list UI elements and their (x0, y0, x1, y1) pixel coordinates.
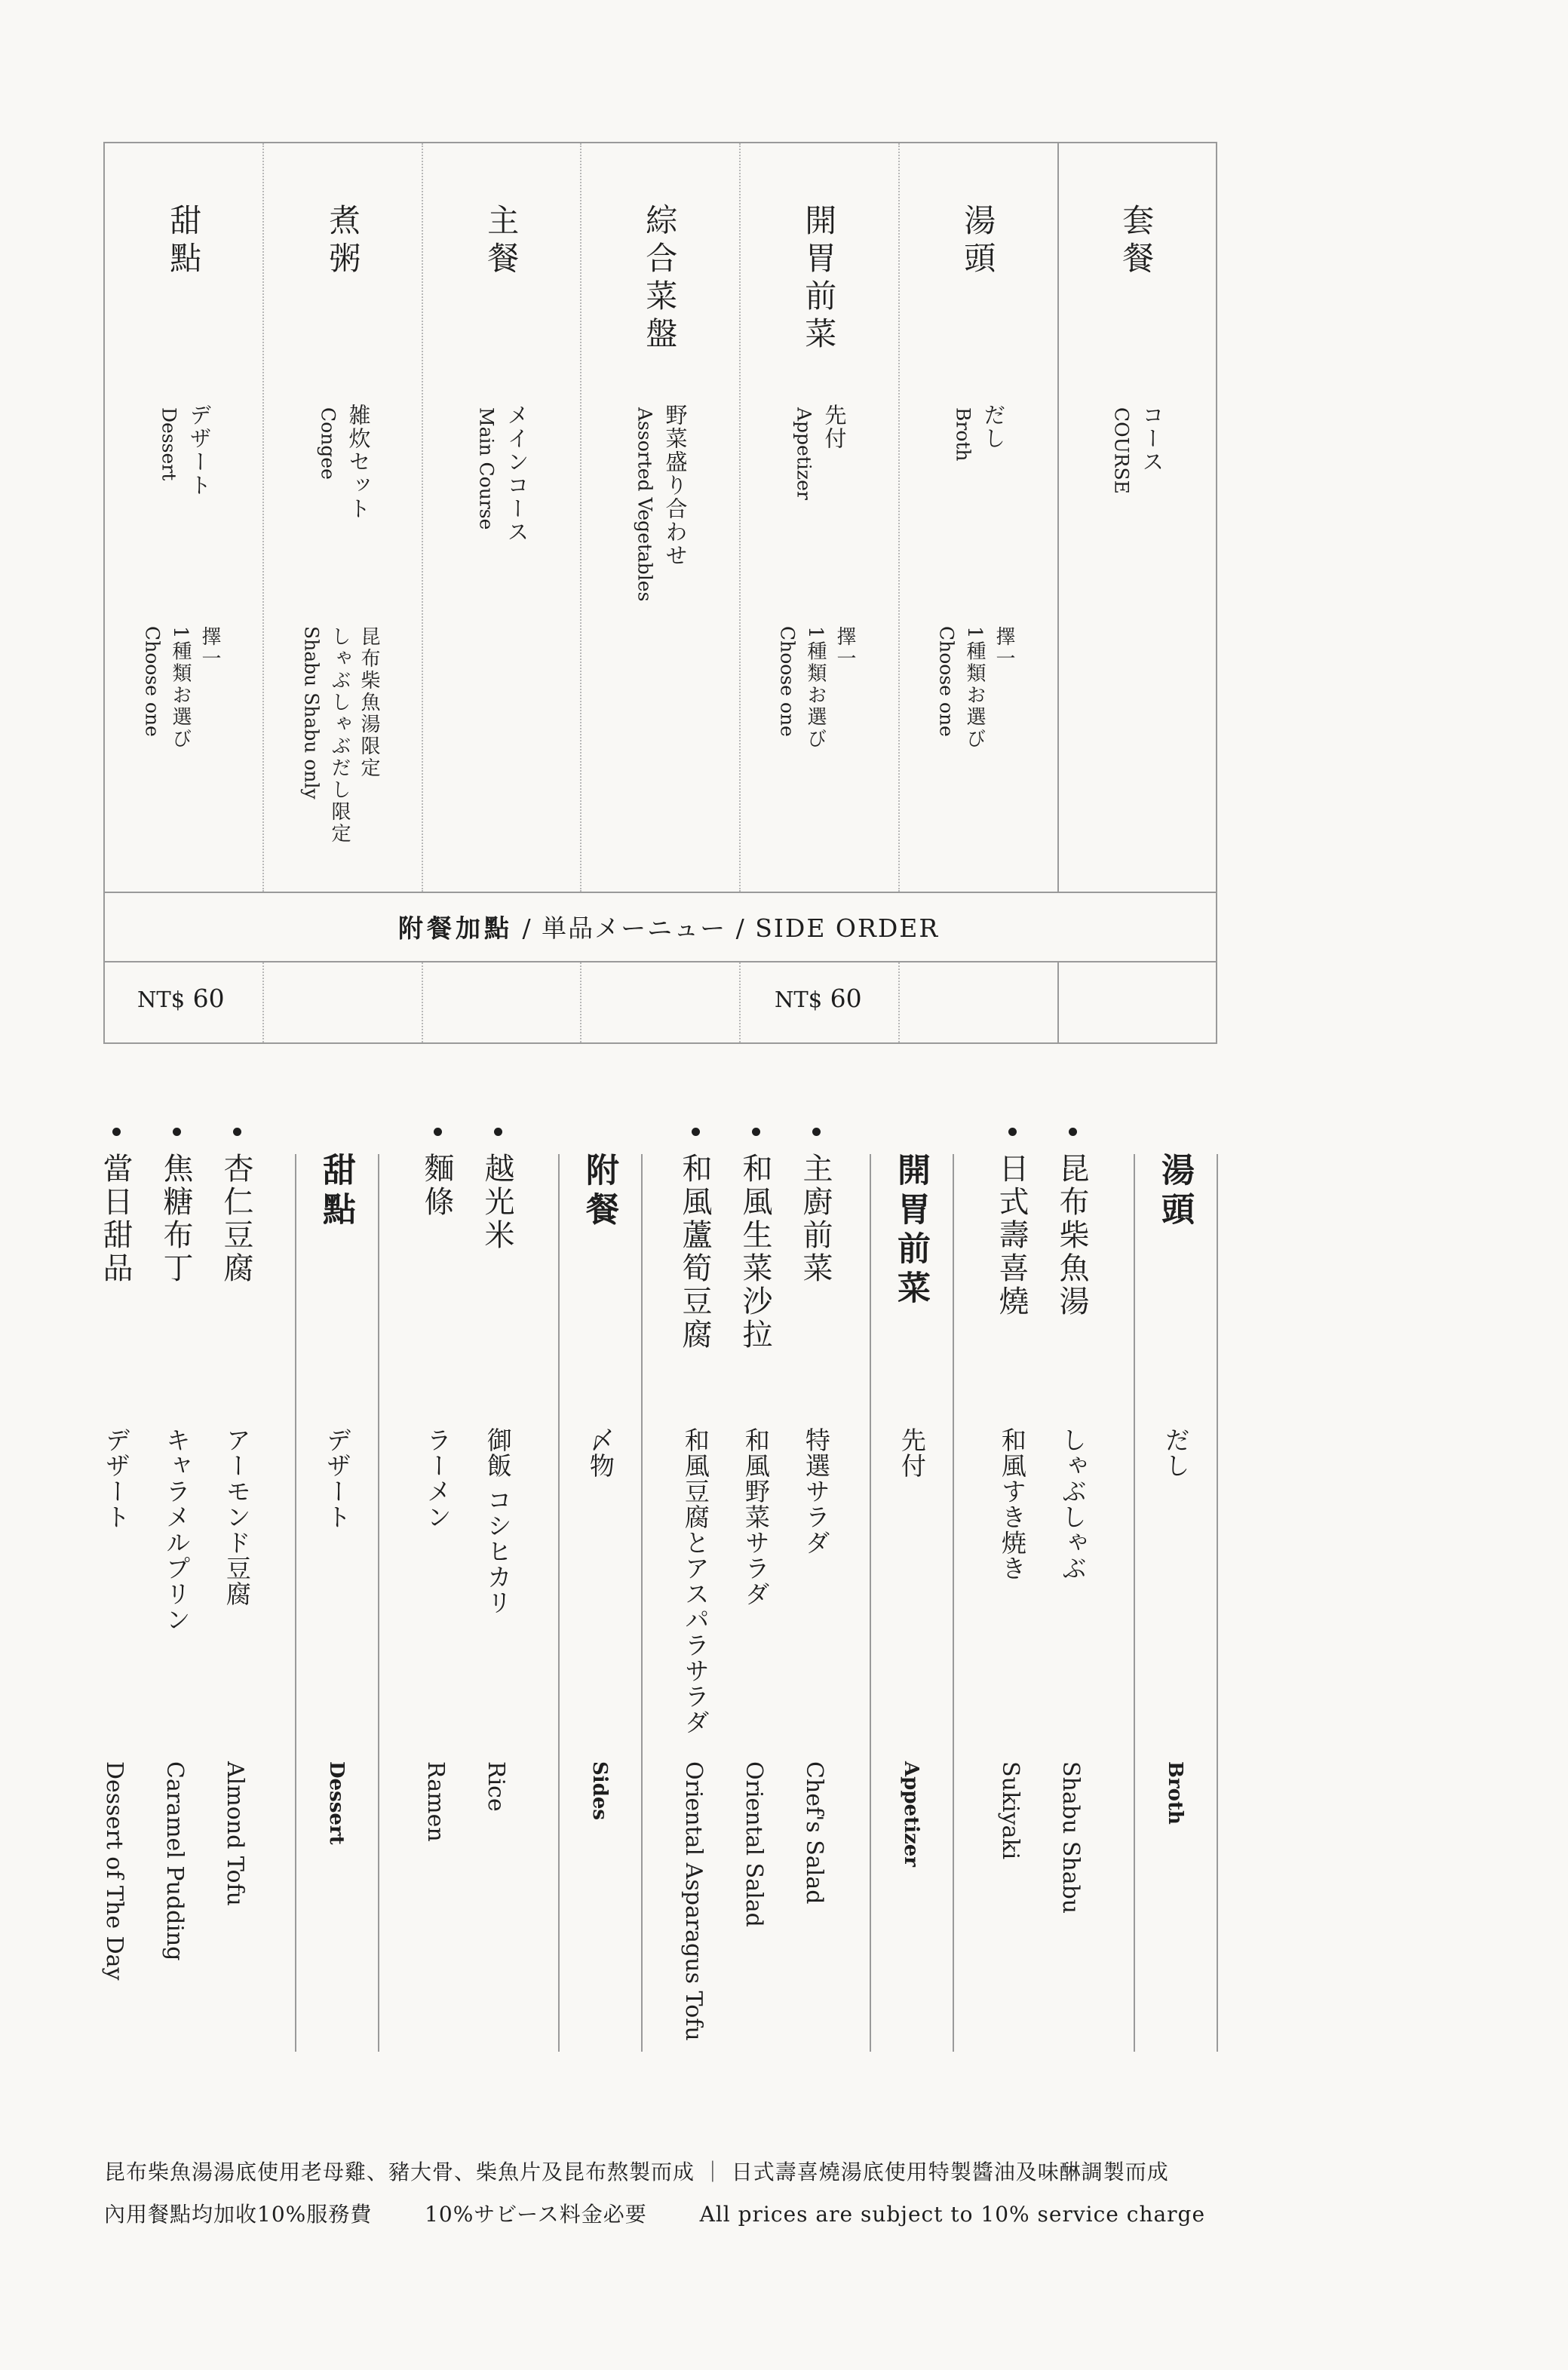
broth-section-header: 湯頭 (1155, 1153, 1194, 1231)
currency-label: NT$ (775, 987, 823, 1012)
course-jp: コース (1139, 404, 1165, 474)
appetizer-title: 開胃前菜 (800, 204, 838, 355)
menu-item-en: Oriental Salad (741, 1761, 767, 1927)
table-divider (103, 892, 1217, 893)
congee-jp: 雑炊セット (345, 404, 372, 520)
appetizer-section-jp: 先付 (897, 1427, 927, 1478)
column-separator (422, 143, 423, 892)
menu-item-jp: アーモンド豆腐 (222, 1427, 252, 1607)
column-separator (739, 143, 741, 892)
bullet (112, 1128, 121, 1136)
broth-jp: だし (980, 404, 1007, 450)
menu-item-en: Sukiyaki (997, 1761, 1023, 1860)
menu-item-en: Shabu Shabu (1057, 1761, 1084, 1914)
main-course-jp: メインコース (504, 404, 530, 544)
menu-divider (1217, 1154, 1218, 2052)
vegetables-title: 綜合菜盤 (641, 204, 679, 355)
menu-item-name: 日式壽喜燒 (994, 1153, 1029, 1319)
menu-divider (1134, 1154, 1135, 2052)
appetizer-jp: 先付 (821, 404, 848, 450)
menu-item-jp: 和風すき焼き (997, 1427, 1027, 1581)
column-separator (580, 962, 581, 1042)
side-order-en: SIDE ORDER (755, 913, 940, 943)
menu-item-jp: 御飯 コシヒカリ (483, 1427, 513, 1616)
menu-item-name: 和風生菜沙拉 (738, 1153, 772, 1352)
service-charge-jp: 10%サビース料金必要 (425, 2202, 647, 2227)
menu-divider (953, 1154, 954, 2052)
menu-item-en: Dessert of The Day (101, 1761, 127, 1981)
menu-item-en: Rice (483, 1761, 509, 1812)
dessert-section-jp: デザート (322, 1427, 352, 1530)
menu-item-jp: しゃぶしゃぶ (1057, 1427, 1088, 1581)
side-order-sep: / (735, 913, 746, 943)
table-left-border (103, 142, 105, 1044)
vegetables-jp: 野菜盛り合わせ (662, 404, 689, 567)
course-title: 套餐 (1118, 204, 1155, 279)
column-separator (898, 143, 900, 892)
menu-item-en: Caramel Pudding (161, 1761, 188, 1961)
bullet (233, 1128, 241, 1136)
menu-divider (641, 1154, 643, 2052)
dessert-section-en: Dessert (324, 1761, 348, 1845)
menu-item-jp: 和風豆腐とアスパラサラダ (680, 1427, 710, 1735)
appetizer-choose-note: 擇一 1種類お選び (804, 626, 856, 751)
sides-section-jp: 〆物 (585, 1427, 615, 1478)
bullet (494, 1128, 502, 1136)
appetizer-section-en: Appetizer (899, 1761, 922, 1867)
menu-item-name: 麵條 (419, 1153, 454, 1219)
table-divider (103, 961, 1217, 962)
sides-section-header: 附餐 (580, 1153, 618, 1231)
menu-item-name: 越光米 (480, 1153, 514, 1252)
dessert-en: Dessert (158, 407, 180, 481)
menu-item-jp: ラーメン (422, 1427, 453, 1530)
menu-item-jp: キャラメルプリン (161, 1427, 192, 1632)
column-separator (580, 143, 581, 892)
column-separator (262, 143, 264, 892)
column-separator (739, 962, 741, 1042)
bullet (812, 1128, 821, 1136)
appetizer-en: Appetizer (793, 407, 815, 500)
table-bottom-border (103, 1042, 1217, 1044)
main-course-en: Main Course (475, 407, 498, 530)
side-order-heading (398, 909, 939, 944)
table-divider (1057, 961, 1059, 1044)
bullet (173, 1128, 181, 1136)
footer-broth-note: 昆布柴魚湯湯底使用老母雞、豬大骨、柴魚片及昆布熬製而成 ｜ 日式壽喜燒湯底使用特製醬油及味醂調製而成 (104, 2160, 1169, 2184)
dessert-price (137, 984, 225, 1013)
appetizer-section-header: 開胃前菜 (891, 1153, 930, 1309)
broth-section-en: Broth (1163, 1761, 1186, 1825)
bullet (434, 1128, 442, 1136)
menu-item-jp: 和風野菜サラダ (741, 1427, 771, 1607)
sides-section-en: Sides (588, 1761, 611, 1821)
bullet (1069, 1128, 1077, 1136)
table-top-border (103, 142, 1217, 143)
congee-note: 昆布柴魚湯限定 しゃぶしゃぶだし限定 (328, 626, 380, 845)
menu-item-name: 焦糖布丁 (158, 1153, 193, 1285)
menu-item-name: 主廚前菜 (798, 1153, 833, 1285)
dessert-choose-note: 擇一 1種類お選び (169, 626, 221, 751)
menu-divider (558, 1154, 560, 2052)
congee-en: Congee (317, 407, 339, 480)
broth-choose-note-en: Choose one (935, 626, 958, 737)
menu-item-en: Oriental Asparagus Tofu (680, 1761, 707, 2041)
vegetables-en: Assorted Vegetables (634, 407, 656, 602)
menu-item-name: 當日甜品 (98, 1153, 133, 1285)
side-order-jp: 単品メーニュー (542, 913, 727, 943)
bullet (692, 1128, 700, 1136)
menu-item-en: Almond Tofu (222, 1761, 248, 1906)
menu-item-name: 杏仁豆腐 (219, 1153, 253, 1285)
broth-en: Broth (952, 407, 974, 462)
menu-divider (295, 1154, 296, 2052)
menu-item-jp: デザート (101, 1427, 131, 1530)
appetizer-choose-note-en: Choose one (776, 626, 799, 737)
menu-item-name: 和風蘆筍豆腐 (677, 1153, 712, 1352)
footer-service-charge (104, 2198, 1205, 2228)
dessert-choose-note-en: Choose one (141, 626, 164, 737)
price-amount: 60 (192, 984, 225, 1013)
main-course-title: 主餐 (483, 204, 520, 279)
menu-divider (378, 1154, 379, 2052)
bullet (1008, 1128, 1017, 1136)
column-separator (898, 962, 900, 1042)
dessert-jp: デザート (186, 404, 213, 497)
menu-item-en: Ramen (422, 1761, 449, 1842)
dessert-title: 甜點 (165, 204, 203, 279)
bullet (752, 1128, 760, 1136)
course-en: COURSE (1110, 407, 1133, 494)
broth-section-jp: だし (1161, 1427, 1191, 1478)
service-charge-zh: 內用餐點均加收10%服務費 (104, 2202, 373, 2227)
menu-item-name: 昆布柴魚湯 (1054, 1153, 1089, 1319)
price-amount: 60 (830, 984, 862, 1013)
currency-label: NT$ (137, 987, 186, 1012)
table-right-border (1216, 142, 1217, 1044)
column-separator (262, 962, 264, 1042)
broth-choose-note: 擇一 1種類お選び (963, 626, 1015, 751)
dessert-section-header: 甜點 (317, 1153, 355, 1231)
broth-title: 湯頭 (959, 204, 997, 279)
congee-title: 煮粥 (324, 204, 362, 279)
congee-note-en: Shabu Shabu only (300, 626, 323, 800)
side-order-zh: 附餐加點 (398, 913, 513, 943)
table-divider (1057, 142, 1059, 893)
menu-item-en: Chef's Salad (801, 1761, 827, 1905)
menu-item-jp: 特選サラダ (801, 1427, 831, 1555)
side-order-sep: / (522, 913, 532, 943)
column-separator (422, 962, 423, 1042)
appetizer-price (775, 984, 862, 1013)
service-charge-en: All prices are subject to 10% service charge (699, 2202, 1206, 2227)
menu-divider (870, 1154, 871, 2052)
